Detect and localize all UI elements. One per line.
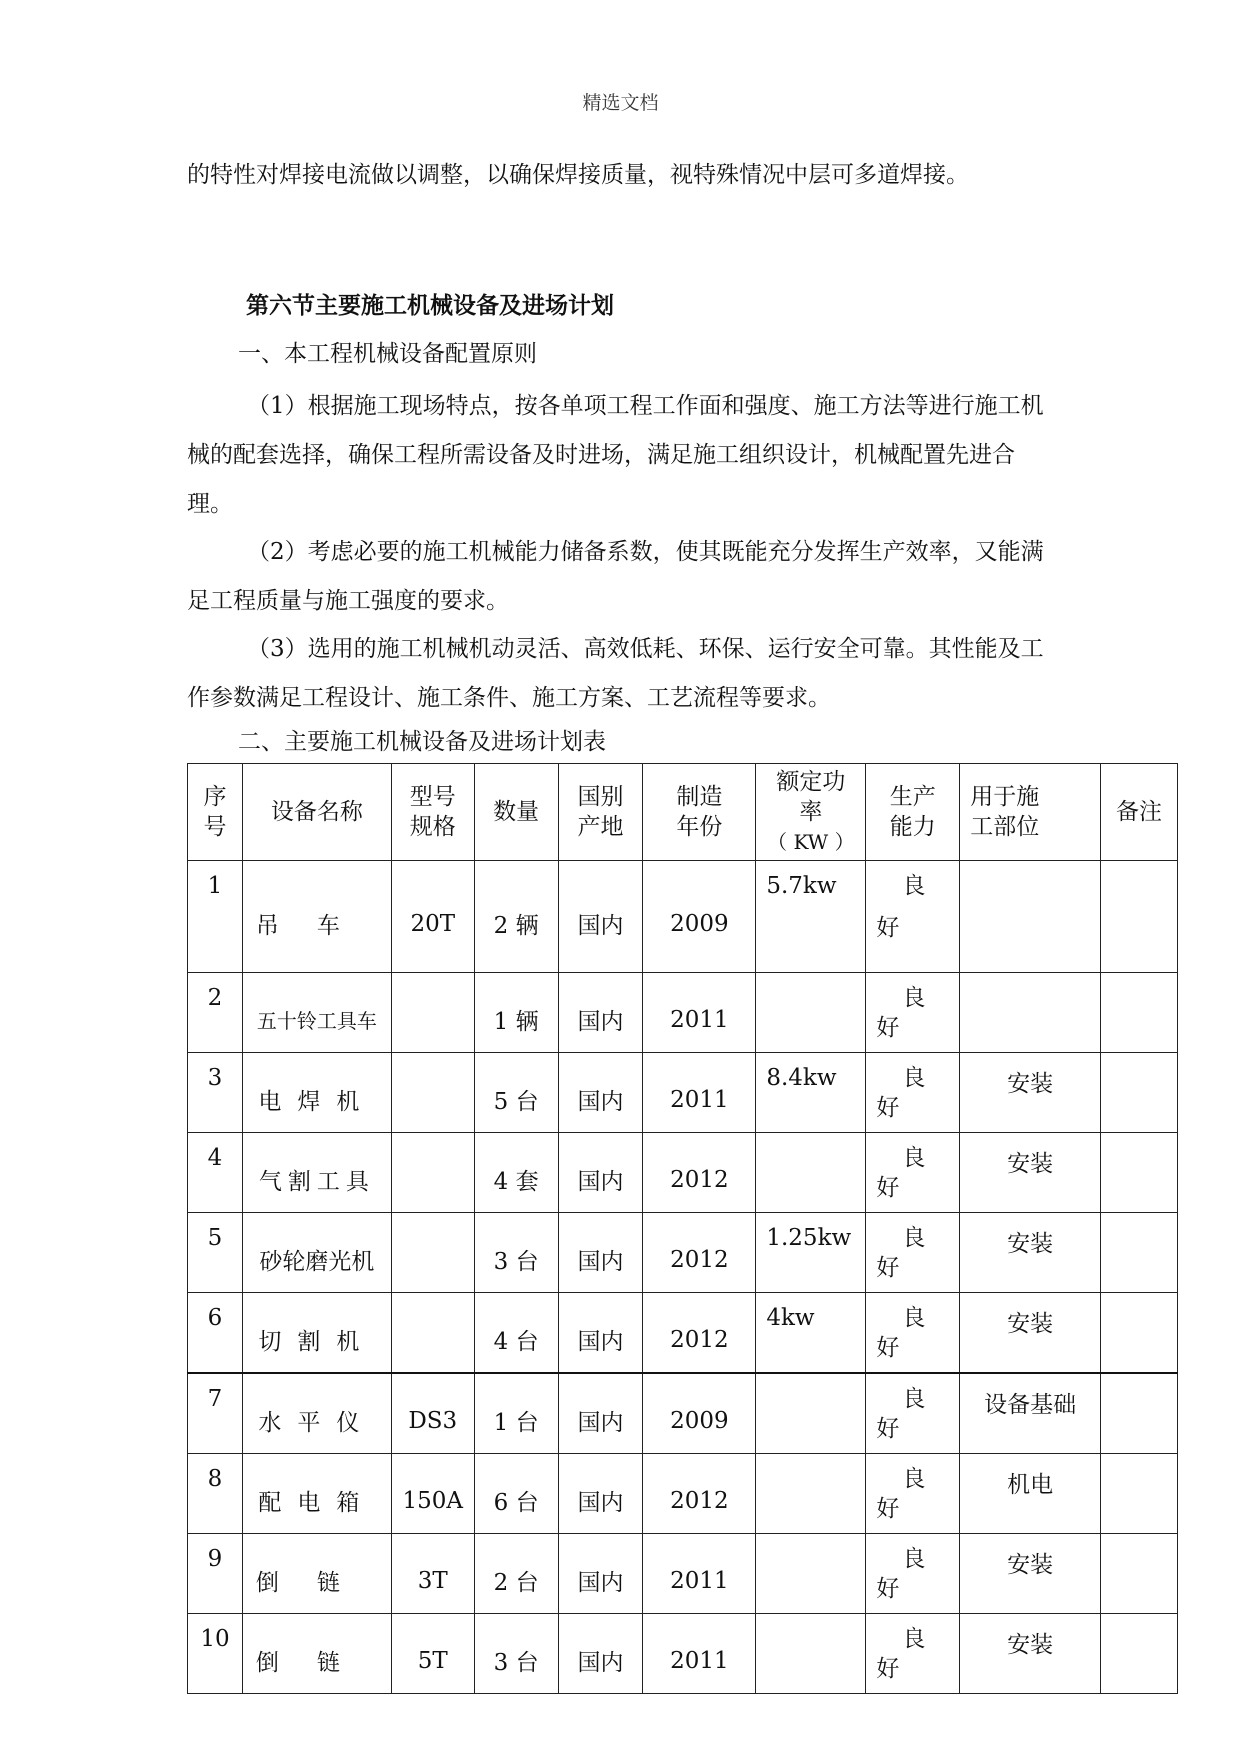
section-title: 第六节主要施工机械设备及进场计划 xyxy=(246,292,614,319)
cell-note xyxy=(1101,1213,1178,1293)
cell-capacity: 良 好 xyxy=(866,1133,960,1213)
table-row xyxy=(188,861,1178,973)
header-capacity: 生产 能力 xyxy=(866,764,960,861)
cell-note xyxy=(1101,1053,1178,1133)
table-row xyxy=(188,1614,1178,1694)
cell-model xyxy=(391,1133,474,1213)
cell-origin: 国内 xyxy=(558,1534,643,1614)
cell-capacity: 良 好 xyxy=(866,1614,960,1694)
cell-origin: 国内 xyxy=(558,861,643,973)
header-no: 序 号 xyxy=(188,764,243,861)
cell-origin: 国内 xyxy=(558,1213,643,1293)
cell-name: 电焊机 xyxy=(242,1053,391,1133)
header-model: 型号 规格 xyxy=(391,764,474,861)
cell-capacity: 良 好 xyxy=(866,1213,960,1293)
table-row xyxy=(188,1454,1178,1534)
header-qty: 数量 xyxy=(474,764,558,861)
cell-model: 150A xyxy=(391,1454,474,1534)
cell-capacity: 良 好 xyxy=(866,1293,960,1374)
cell-year: 2011 xyxy=(643,973,756,1053)
principle-item-2: （2）考虑必要的施工机械能力储备系数，使其既能充分发挥生产效率，又能满足工程质量与施工强度的要求。 xyxy=(187,539,1044,614)
cell-no: 3 xyxy=(188,1053,243,1133)
cell-qty: 2 辆 xyxy=(474,861,558,973)
cell-qty: 3 台 xyxy=(474,1614,558,1694)
cell-model: 5T xyxy=(391,1614,474,1694)
page-header: 精选文档 xyxy=(582,92,659,114)
table-header-row xyxy=(188,764,1178,861)
cell-no: 7 xyxy=(188,1373,243,1454)
table-row xyxy=(188,973,1178,1053)
cell-capacity: 良 好 xyxy=(866,1053,960,1133)
header-use: 用于施 工部位 xyxy=(960,764,1101,861)
cell-origin: 国内 xyxy=(558,1053,643,1133)
cell-power: 8.4kw xyxy=(756,1053,866,1133)
cell-use: 安装 xyxy=(960,1614,1101,1694)
cell-qty: 6 台 xyxy=(474,1454,558,1534)
cell-capacity: 良 好 xyxy=(866,1534,960,1614)
cell-no: 9 xyxy=(188,1534,243,1614)
header-name: 设备名称 xyxy=(242,764,391,861)
cell-year: 2011 xyxy=(643,1534,756,1614)
cell-power xyxy=(756,1133,866,1213)
cell-power: 1.25kw xyxy=(756,1213,866,1293)
cell-note xyxy=(1101,861,1178,973)
cell-use: 机电 xyxy=(960,1454,1101,1534)
cell-power xyxy=(756,1614,866,1694)
cell-name: 配电箱 xyxy=(242,1454,391,1534)
cell-year: 2012 xyxy=(643,1454,756,1534)
cell-no: 8 xyxy=(188,1454,243,1534)
cell-qty: 4 台 xyxy=(474,1293,558,1374)
cell-origin: 国内 xyxy=(558,1133,643,1213)
cell-year: 2011 xyxy=(643,1614,756,1694)
cell-power xyxy=(756,973,866,1053)
cell-model xyxy=(391,1293,474,1374)
cell-model xyxy=(391,1053,474,1133)
table-row xyxy=(188,1373,1178,1454)
cell-origin: 国内 xyxy=(558,1614,643,1694)
cell-qty: 5 台 xyxy=(474,1053,558,1133)
cell-name: 吊车 xyxy=(242,861,391,973)
table-row xyxy=(188,1053,1178,1133)
cell-use xyxy=(960,861,1101,973)
cell-year: 2009 xyxy=(643,1373,756,1454)
cell-note xyxy=(1101,1373,1178,1454)
cell-note xyxy=(1101,1133,1178,1213)
header-origin: 国别 产地 xyxy=(558,764,643,861)
cell-year: 2012 xyxy=(643,1213,756,1293)
cell-qty: 2 台 xyxy=(474,1534,558,1614)
cell-model: DS3 xyxy=(391,1373,474,1454)
cell-name: 气割工具 xyxy=(242,1133,391,1213)
cell-year: 2009 xyxy=(643,861,756,973)
principle-item-1: （1）根据施工现场特点，按各单项工程工作面和强度、施工方法等进行施工机械的配套选择，确保工程所需设备及时进场，满足施工组织设计，机械配置先进合理。 xyxy=(187,393,1044,517)
cell-use: 安装 xyxy=(960,1053,1101,1133)
header-year: 制造 年份 xyxy=(643,764,756,861)
cell-capacity: 良 好 xyxy=(866,1373,960,1454)
cell-name: 砂轮磨光机 xyxy=(242,1213,391,1293)
cell-use: 安装 xyxy=(960,1133,1101,1213)
cell-no: 1 xyxy=(188,861,243,973)
equipment-table xyxy=(187,763,1178,1694)
cell-use: 安装 xyxy=(960,1293,1101,1374)
cell-year: 2011 xyxy=(643,1053,756,1133)
principle-item-3: （3）选用的施工机械机动灵活、高效低耗、环保、运行安全可靠。其性能及工作参数满足工程设计、施工条件、施工方案、工艺流程等要求。 xyxy=(187,636,1044,711)
cell-no: 4 xyxy=(188,1133,243,1213)
cell-no: 2 xyxy=(188,973,243,1053)
cell-power xyxy=(756,1373,866,1454)
cell-note xyxy=(1101,1534,1178,1614)
table-row xyxy=(188,1213,1178,1293)
cell-power xyxy=(756,1534,866,1614)
table-row xyxy=(188,1534,1178,1614)
intro-paragraph: 的特性对焊接电流做以调整，以确保焊接质量，视特殊情况中层可多道焊接。 xyxy=(187,162,969,188)
cell-use: 安装 xyxy=(960,1213,1101,1293)
cell-qty: 1 台 xyxy=(474,1373,558,1454)
cell-power xyxy=(756,1454,866,1534)
table-row xyxy=(188,1133,1178,1213)
cell-year: 2012 xyxy=(643,1133,756,1213)
cell-model: 3T xyxy=(391,1534,474,1614)
cell-capacity: 良 好 xyxy=(866,1454,960,1534)
cell-name: 切割机 xyxy=(242,1293,391,1374)
cell-power: 5.7kw xyxy=(756,861,866,973)
cell-use: 设备基础 xyxy=(960,1373,1101,1454)
subheading-equipment-table: 二、主要施工机械设备及进场计划表 xyxy=(238,729,606,755)
cell-capacity: 良 好 xyxy=(866,973,960,1053)
cell-no: 5 xyxy=(188,1213,243,1293)
cell-note xyxy=(1101,1614,1178,1694)
cell-name: 水平仪 xyxy=(242,1373,391,1454)
subheading-principles: 一、本工程机械设备配置原则 xyxy=(238,341,537,367)
cell-model xyxy=(391,973,474,1053)
cell-note xyxy=(1101,973,1178,1053)
cell-qty: 4 套 xyxy=(474,1133,558,1213)
header-note: 备注 xyxy=(1101,764,1178,861)
cell-qty: 1 辆 xyxy=(474,973,558,1053)
cell-origin: 国内 xyxy=(558,1454,643,1534)
cell-power: 4kw xyxy=(756,1293,866,1374)
cell-name: 五十铃工具车 xyxy=(242,973,391,1053)
cell-origin: 国内 xyxy=(558,973,643,1053)
cell-name: 倒链 xyxy=(242,1534,391,1614)
cell-note xyxy=(1101,1454,1178,1534)
header-power: 额定功 率 （ KW ） xyxy=(756,764,866,861)
cell-no: 6 xyxy=(188,1293,243,1374)
cell-name: 倒链 xyxy=(242,1614,391,1694)
cell-model xyxy=(391,1213,474,1293)
cell-note xyxy=(1101,1293,1178,1374)
cell-capacity: 良 好 xyxy=(866,861,960,973)
cell-use xyxy=(960,973,1101,1053)
cell-no: 10 xyxy=(188,1614,243,1694)
table-row xyxy=(188,1293,1178,1374)
cell-origin: 国内 xyxy=(558,1373,643,1454)
cell-origin: 国内 xyxy=(558,1293,643,1374)
cell-year: 2012 xyxy=(643,1293,756,1374)
cell-use: 安装 xyxy=(960,1534,1101,1614)
cell-model: 20T xyxy=(391,861,474,973)
cell-qty: 3 台 xyxy=(474,1213,558,1293)
